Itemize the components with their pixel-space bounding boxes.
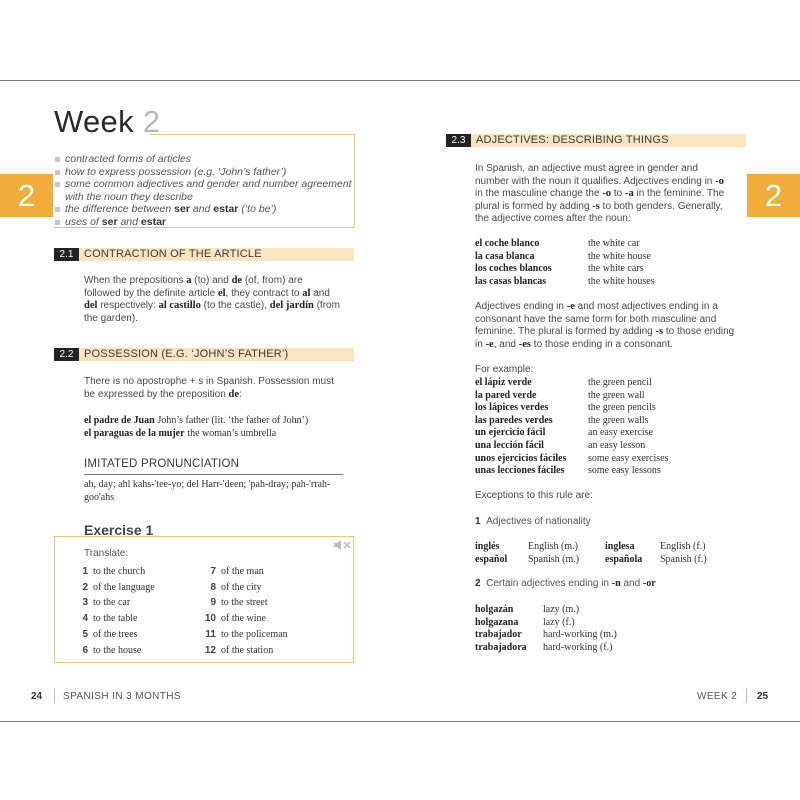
text-run: to those ending in a consonant. <box>531 338 673 350</box>
bold-term: estar <box>140 215 167 228</box>
bold-term: -a <box>624 188 634 200</box>
section-2-1-header <box>54 248 354 261</box>
adjectives-intro <box>475 163 733 226</box>
table-row <box>475 377 735 390</box>
item-text: to the street <box>221 597 268 609</box>
english-translation: some easy lessons <box>588 465 661 477</box>
exercise-item <box>202 582 262 594</box>
item-number: 7 <box>210 566 216 577</box>
spanish-term: el lápiz verde <box>475 377 532 388</box>
text-run: (from the garden). <box>84 300 340 324</box>
item-text: to the policeman <box>221 628 288 640</box>
text-run: respectively: <box>97 300 159 312</box>
objectives-list <box>55 153 355 228</box>
text-run: the difference between <box>65 203 175 215</box>
item-text: to the car <box>93 597 131 609</box>
exercise-item <box>202 613 266 625</box>
text-run: Adjectives ending in <box>475 301 567 312</box>
bold-term: ser <box>174 203 190 215</box>
english-translation: English (f.) <box>660 541 706 552</box>
table-row <box>475 604 735 617</box>
spanish-term: las paredes verdes <box>475 414 553 426</box>
item-number: 12 <box>204 644 216 656</box>
objective-item <box>55 178 355 203</box>
week-label-footer: WEEK 2 <box>697 691 738 702</box>
spanish-term: los coches blancos <box>475 263 552 275</box>
spanish-term: unos ejercicios fáciles <box>475 452 567 464</box>
bold-term: estar <box>213 203 239 215</box>
table-row <box>475 642 735 655</box>
item-text: of the language <box>93 581 155 593</box>
text-run: to <box>611 188 625 200</box>
possession-examples <box>84 415 354 440</box>
spanish-term: holgazán <box>475 604 514 615</box>
item-text: of the city <box>221 581 262 593</box>
table-row <box>475 617 735 630</box>
bold-term: -e <box>566 301 575 312</box>
text-run: There is no apostrophe + s in Spanish. Possession must be expressed by the preposition <box>84 376 334 400</box>
text-run: and <box>117 215 141 228</box>
exercise-item <box>74 597 130 609</box>
item-text: of the man <box>221 566 264 577</box>
spanish-term: la pared verde <box>475 389 537 401</box>
table-row <box>475 276 735 289</box>
text-run: in the feminine. The plural is formed by adding <box>475 188 725 212</box>
bold-term: de <box>228 388 240 400</box>
table-row <box>475 541 735 554</box>
item-number: 8 <box>210 581 216 593</box>
spanish-term: trabajador <box>475 629 522 641</box>
table-row <box>475 427 735 440</box>
item-text: of the trees <box>93 628 138 640</box>
bold-term: -s <box>592 200 600 212</box>
text-run: (of, from) are followed by the definite article <box>84 275 303 299</box>
text-run: some common adjectives and gender and number agreement with the noun they describe <box>65 178 352 203</box>
text-run: and <box>310 287 330 299</box>
example-line: el padre de Juan John’s father (lit. ‘the father of John’) <box>84 415 309 426</box>
objective-item <box>55 216 355 229</box>
text-run: to both genders. Generally, the adjective comes after the noun: <box>475 200 723 225</box>
section-number: 2.2 <box>54 348 79 361</box>
text-run: contracted forms of articles <box>65 153 192 165</box>
exercise-item <box>202 566 264 578</box>
item-number: 11 <box>205 628 216 640</box>
english-translation: hard-working (f.) <box>543 641 613 653</box>
exercise-item <box>74 645 141 657</box>
week-number: 2 <box>142 104 161 139</box>
spanish-term: español <box>475 553 508 565</box>
table-row <box>475 629 735 642</box>
table-row <box>475 453 735 466</box>
table-row <box>475 251 735 264</box>
bold-term: -es <box>518 338 532 350</box>
bold-term: del jardín <box>269 300 314 312</box>
table-row <box>475 554 735 567</box>
chapter-tab-right: 2 <box>747 174 800 217</box>
table-row <box>475 390 735 403</box>
english-translation: the white car <box>588 238 640 249</box>
english-translation: the green walls <box>588 414 649 426</box>
bold-term: de <box>231 275 243 286</box>
text-run: (to the castle), <box>200 300 270 312</box>
text-run: Certain adjectives ending in <box>486 578 612 589</box>
examples-table-1 <box>475 238 735 288</box>
english-translation: English (m.) <box>528 541 578 552</box>
exercise-instruction: Translate: <box>84 548 129 559</box>
objective-item <box>55 166 355 179</box>
item-text: to the house <box>93 644 142 656</box>
exercise-item <box>74 566 145 578</box>
week-word: Week <box>54 104 134 139</box>
english-translation: the green pencil <box>588 377 652 388</box>
text-run: uses of <box>65 215 102 228</box>
bold-term: al castillo <box>158 300 201 312</box>
spanish-term: unas lecciones fáciles <box>475 465 565 477</box>
table-row <box>475 238 735 251</box>
text-run: and <box>620 578 643 589</box>
spanish-term: una lección fácil <box>475 439 544 451</box>
exercise-title: Exercise 1 <box>84 522 154 538</box>
objective-item <box>55 153 355 166</box>
exercise-item <box>202 645 273 657</box>
english-translation: Spanish (m.) <box>528 553 580 565</box>
english-translation: the green pencils <box>588 402 656 414</box>
item-number: 4 <box>82 613 88 625</box>
text-run: how to express possession (e.g. ‘John’s father’) <box>65 165 287 178</box>
english-translation: an easy lesson <box>588 439 646 451</box>
page-number-right: 25 <box>757 691 769 702</box>
text-run: When the prepositions <box>84 275 187 286</box>
footer-divider <box>54 688 55 703</box>
item-text: to the table <box>93 613 138 625</box>
english-translation: the white house <box>588 250 651 262</box>
page-number-left: 24 <box>31 691 43 702</box>
title-frame-top <box>150 134 354 135</box>
spanish-term: la casa blanca <box>475 250 535 262</box>
adjectives-paragraph-2 <box>475 301 737 351</box>
item-number: 1 <box>82 566 88 577</box>
bold-term: -s <box>655 326 664 338</box>
spanish-term: las casas blancas <box>475 275 547 287</box>
bold-term: -or <box>642 578 656 589</box>
objective-item <box>55 203 355 216</box>
examples-table-3 <box>475 604 735 654</box>
exercise-item <box>74 582 155 594</box>
exception-1-label: 1 Adjectives of nationality <box>475 516 591 527</box>
exceptions-label: Exceptions to this rule are: <box>475 490 593 501</box>
week-title <box>54 104 160 140</box>
item-text: of the station <box>221 644 274 656</box>
text-run: (to) and <box>191 275 232 286</box>
spanish-term: el coche blanco <box>475 238 540 249</box>
bold-term: del <box>84 300 98 312</box>
section-number: 2.3 <box>446 134 471 147</box>
english-translation: Spanish (f.) <box>660 553 707 565</box>
text-run: : <box>239 388 242 400</box>
table-row <box>475 465 735 478</box>
bold-term: el <box>217 287 226 299</box>
table-row <box>475 415 735 428</box>
bold-term: -e <box>485 338 494 350</box>
spanish-term: holgazana <box>475 616 519 628</box>
exercise-item <box>74 629 137 641</box>
section-2-2-header <box>54 348 354 361</box>
spanish-term: española <box>605 553 643 565</box>
exercise-item <box>74 613 137 625</box>
section-title: ADJECTIVES: DESCRIBING THINGS <box>476 134 669 146</box>
bold-term: a <box>186 275 192 286</box>
english-translation: the white cars <box>588 263 644 275</box>
spanish-term: los lápices verdes <box>475 402 549 414</box>
spanish-term: trabajadora <box>475 641 527 653</box>
bold-term: -o <box>602 188 612 200</box>
for-example-label: For example: <box>475 364 534 375</box>
text-run: In Spanish, an adjective must agree in gender and number with the noun it qualifies. Adjectives ending in <box>475 163 716 187</box>
text-run: , and <box>493 338 519 350</box>
exception-2-label <box>475 578 656 589</box>
heading-rule <box>84 474 343 475</box>
section-2-2-paragraph <box>84 376 346 401</box>
item-number: 5 <box>82 628 88 640</box>
section-title: CONTRACTION OF THE ARTICLE <box>84 248 262 260</box>
table-row <box>475 402 735 415</box>
speaker-muted-icon <box>333 539 351 554</box>
text-run: to those ending in <box>475 326 735 350</box>
english-translation: hard-working (m.) <box>543 629 617 641</box>
english-translation: some easy exercises <box>588 452 669 464</box>
item-text: to the church <box>93 566 146 577</box>
chapter-tab-left: 2 <box>0 174 53 217</box>
item-text: of the wine <box>221 613 266 625</box>
section-2-3-header <box>446 134 746 147</box>
bold-term: ser <box>101 215 118 228</box>
exercise-item <box>202 597 268 609</box>
item-number: 3 <box>82 597 88 609</box>
examples-table-2 <box>475 377 735 478</box>
text-run: (‘to be’) <box>238 203 277 215</box>
section-2-1-paragraph <box>84 275 342 325</box>
text-run: , they contract to <box>225 287 303 299</box>
item-number: 9 <box>210 597 216 609</box>
bold-term: al <box>302 287 311 299</box>
item-number: 10 <box>204 613 216 625</box>
imitated-pronunciation-text: ah, day; ahl kahs-'tee-yo; del Harr-'deen; 'pah-dray; pah-'rrah-goo'ahs <box>84 479 331 503</box>
english-translation: lazy (f.) <box>543 616 575 628</box>
item-number: 6 <box>82 644 88 656</box>
bold-term: -o <box>715 175 724 187</box>
nationality-table <box>475 541 735 566</box>
item-number: 2 <box>82 581 88 593</box>
text-run: and most adjectives ending in a consonant have the same form for both masculine and feminine. The plural is formed by adding <box>475 301 718 338</box>
text-run: in the masculine change the <box>475 188 603 200</box>
english-translation: the white houses <box>588 275 655 287</box>
english-translation: an easy exercise <box>588 427 653 439</box>
english-translation: the green wall <box>588 389 645 401</box>
spanish-term: inglés <box>475 541 500 552</box>
english-translation: lazy (m.) <box>543 604 580 615</box>
table-row <box>475 440 735 453</box>
table-row <box>475 263 735 276</box>
example-line: el paraguas de la mujer the woman’s umbrella <box>84 427 277 439</box>
imitated-pronunciation-heading: IMITATED PRONUNCIATION <box>84 458 240 470</box>
section-number: 2.1 <box>54 248 79 261</box>
bold-term: -n <box>611 578 621 589</box>
book-title-footer: SPANISH IN 3 MONTHS <box>63 691 181 702</box>
section-title: POSSESSION (E.G. ‘JOHN’S FATHER’) <box>84 348 289 360</box>
book-spread <box>0 80 800 722</box>
exercise-item <box>202 629 288 641</box>
footer-divider <box>746 688 747 703</box>
exception-number: 2 <box>475 578 481 589</box>
spanish-term: inglesa <box>605 541 635 552</box>
spanish-term: un ejercicio fácil <box>475 427 546 439</box>
text-run: and <box>189 203 214 215</box>
